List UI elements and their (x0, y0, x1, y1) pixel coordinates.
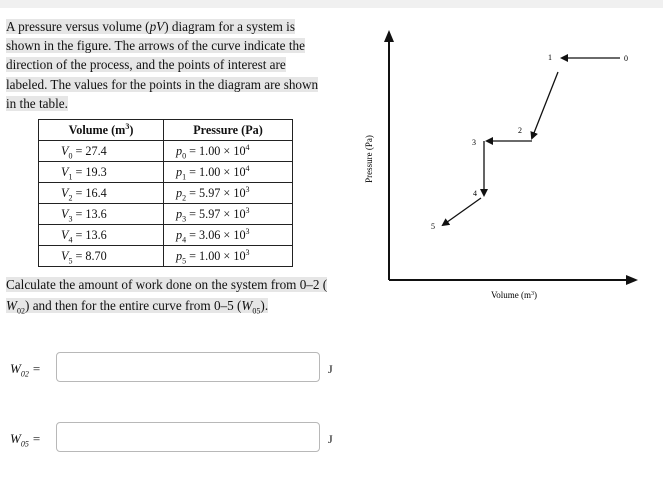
table-row (39, 204, 293, 225)
path-4-5 (443, 198, 481, 225)
pressure-header: Pressure (Pa) (164, 120, 293, 141)
table-row (39, 225, 293, 246)
w02-label: $W_{02}$ = (10, 361, 41, 379)
point-label-2: 2 (518, 126, 522, 135)
pressure-cell: $p_0 = 1.00 \times 10^4$ (164, 141, 293, 162)
table-header-row (39, 120, 293, 141)
w05-label: $W_{05}$ = (10, 431, 41, 449)
point-label-0: 0 (624, 54, 628, 63)
volume-cell: $V_3 = 13.6$ (39, 204, 164, 225)
w05-unit: J (328, 432, 333, 446)
point-label-5: 5 (431, 222, 435, 231)
volume-cell: $V_0 = 27.4$ (39, 141, 164, 162)
volume-cell: $V_4 = 13.6$ (39, 225, 164, 246)
path-1-2 (532, 72, 558, 138)
values-table (38, 119, 293, 267)
point-label-3: 3 (472, 138, 476, 147)
volume-cell: $V_5 = 8.70$ (39, 246, 164, 267)
table-row (39, 162, 293, 183)
w05-input[interactable] (56, 422, 320, 452)
w02-unit: J (328, 362, 333, 376)
pressure-cell: $p_1 = 1.00 \times 10^4$ (164, 162, 293, 183)
x-axis-label: Volume $(m^3)$ (490, 290, 538, 300)
pressure-cell: $p_5 = 1.00 \times 10^3$ (164, 246, 293, 267)
pressure-cell: $p_2 = 5.97 \times 10^3$ (164, 183, 293, 204)
pv-diagram (362, 18, 652, 308)
w02-input[interactable] (56, 352, 320, 382)
volume-cell: $V_2 = 16.4$ (39, 183, 164, 204)
x-axis-arrow-icon (626, 275, 638, 285)
table-row (39, 246, 293, 267)
point-label-1: 1 (548, 53, 552, 62)
top-bar (0, 0, 663, 8)
point-label-4: 4 (473, 189, 477, 198)
y-axis-arrow-icon (384, 30, 394, 42)
volume-header: Volume $(m^3)$ (39, 120, 164, 141)
y-axis-label: Pressure (Pa) (364, 135, 374, 183)
pressure-cell: $p_4 = 3.06 \times 10^3$ (164, 225, 293, 246)
table-row (39, 183, 293, 204)
volume-cell: $V_1 = 19.3$ (39, 162, 164, 183)
problem-intro: A pressure versus volume (pV) diagram for a system is shown in the figure. The arrows of the curve indicate the direction of the process, and the points of interest are labeled. The values for the points in the diagram are shown in the table. (6, 19, 319, 111)
table-row (39, 141, 293, 162)
question-text: Calculate the amount of work done on the system from 0–2 ( $W_{02}$) and then for the entire curve from 0–5 $(W_{05})$. (6, 277, 328, 316)
pressure-cell: $p_3 = 5.97 \times 10^3$ (164, 204, 293, 225)
